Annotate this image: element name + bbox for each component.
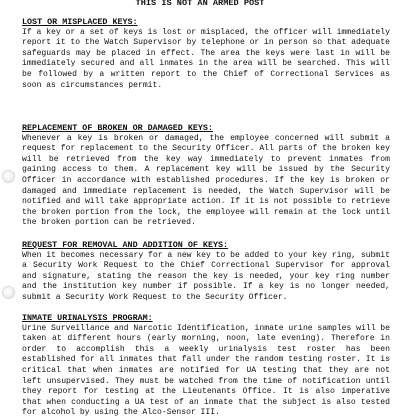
section-request-keys — [22, 240, 390, 304]
section-body: Whenever a key is broken or damaged, the employee concerned will submit a request for replacement to the Security Officer. All parts of the broken key will be retrieved from the key way immediately to prevent inmates from gaining access to them. A replacement key will be issued by the Security Officer in accordance with established procedures. If the key is broken or damaged and immediate replacement is needed, the Watch Supervisor will be notified and will take appropriate action. If it is not possible to retrieve the broken portion from the lock, the employee will remain at the lock until the broken portion can be retrieved. — [22, 133, 390, 228]
section-heading: REPLACEMENT OF BROKEN OR DAMAGED KEYS: — [22, 123, 213, 133]
punch-hole-icon — [3, 287, 14, 298]
post-header — [0, 0, 400, 12]
section-body: When it becomes necessary for a new key to be added to your key ring, submit a Security Work Request to the Chief Correctional Supervisor for approval and signature, stating the reason the key is needed, your key ring number and the institution key number if possible. If a key is no longer needed, submit a Security Work Request to the Security Officer. — [22, 250, 390, 302]
section-lost-keys — [22, 17, 390, 91]
section-heading: LOST OR MISPLACED KEYS: — [22, 17, 138, 27]
section-heading: INMATE URINALYSIS PROGRAM: — [22, 313, 153, 323]
section-body: Urine Surveillance and Narcotic Identification, inmate urine samples will be taken at different hours (early morning, noon, late evening). Therefore in order to accomplish this a weekly urinalysis test roster has been established for all inmates that fall under the random testing roster. It is critical that when inmates are notified for UA testing that they are not left unsupervised. They must be watched from the time of notification until they report for testing at the Lieutenants Office. It is also imperative that when conducting a UA test of an inmate that the subject is also tested for alcohol by using the Alco-Sensor III. — [22, 323, 390, 418]
punch-hole-icon — [3, 171, 14, 182]
post-header-text: THIS IS NOT AN ARMED POST — [135, 0, 265, 8]
section-replacement-keys — [22, 123, 390, 229]
section-heading: REQUEST FOR REMOVAL AND ADDITION OF KEYS: — [22, 240, 229, 250]
section-urinalysis — [22, 313, 390, 419]
section-body: If a key or a set of keys is lost or misplaced, the officer will immediately report it to the Watch Supervisor by telephone or in person so that adequate safeguards may be placed in effect. The area the keys were last in will be immediately secured and all inmates in the area will be searched. This will be followed by a written report to the Chief of Correctional Services as soon as circumstances permit. — [22, 27, 390, 90]
